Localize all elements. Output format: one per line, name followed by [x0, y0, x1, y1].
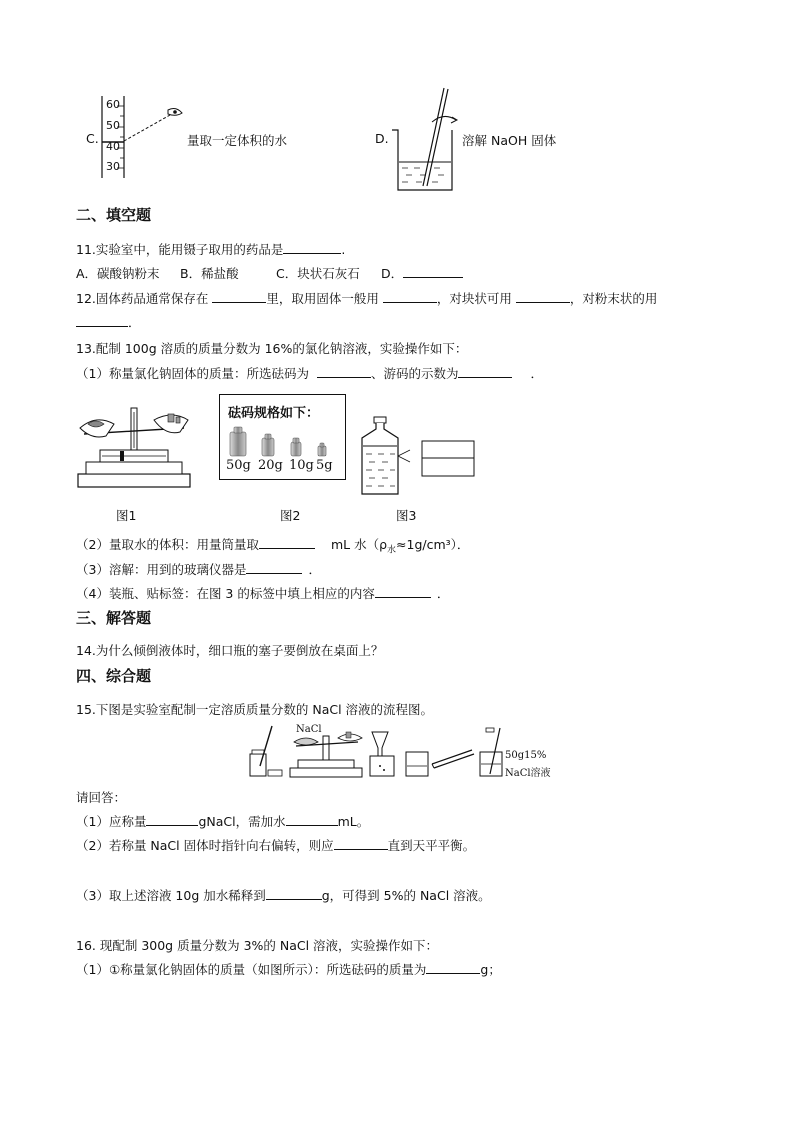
q13-s4-blank[interactable]: [375, 585, 431, 598]
option-c-text: 量取一定体积的水: [187, 133, 288, 148]
q15-s2b: 直到天平平衡。: [387, 838, 476, 853]
q13-s3-line: [76, 560, 321, 578]
q11-blank[interactable]: [283, 241, 341, 254]
q15-s3b: g，可得到 5%的 NaCl 溶液。: [321, 888, 491, 903]
q12-end: ．: [128, 315, 141, 330]
q15-bottle-label-1: 50g15%: [505, 750, 547, 761]
q13-s2-line: [76, 535, 469, 556]
q13-s2-subscript: 水: [387, 545, 397, 556]
cylinder-tick-60: 60: [106, 98, 120, 111]
weight-10g: 10g: [289, 458, 314, 473]
q13-s2-blank[interactable]: [259, 536, 315, 549]
q15-nacl-label: NaCl: [296, 724, 322, 735]
q11-stem: 11.实验室中，能用镊子取用的药品是: [76, 242, 284, 257]
q12-part2: 里，取用固体一般用: [266, 291, 383, 306]
q11-option-d-blank[interactable]: [403, 265, 463, 278]
q15-s3a: （3）取上述溶液 10g 加水稀释到: [76, 888, 266, 903]
q15-flow-diagram: [246, 722, 546, 780]
option-d-letter: D.: [375, 131, 389, 146]
q15-s2-blank[interactable]: [334, 837, 388, 850]
q15-prompt: 请回答：: [76, 790, 127, 805]
q11-end: .: [341, 242, 346, 257]
q13-s3a: （3）溶解：用到的玻璃仪器是: [76, 562, 247, 577]
q11-option-c: C．块状石灰石: [276, 266, 360, 281]
q12-line2: [76, 313, 141, 331]
q11-stem-line: [76, 240, 345, 258]
q13-s1-line: [76, 364, 543, 382]
q15-s2-line: [76, 836, 475, 854]
q11-option-d-line: [381, 264, 463, 282]
beaker-stirring-figure: [390, 86, 460, 192]
section-title-comprehensive: 四、综合题: [76, 667, 152, 685]
q13-s3-end: ．: [308, 562, 321, 577]
weight-5g: 5g: [316, 458, 333, 473]
q16-s1-blank[interactable]: [426, 961, 480, 974]
q13-s2b: mL 水（ρ: [330, 537, 388, 552]
q13-s3-blank[interactable]: [246, 561, 302, 574]
q15-s1a: （1）应称量: [76, 814, 147, 829]
q12-part4: ，对粉末状的用: [569, 291, 658, 306]
q11-option-d: D．: [381, 266, 404, 281]
fig3-label: 图3: [396, 508, 417, 523]
q15-s1c: mL。: [337, 814, 370, 829]
option-c-letter: C.: [86, 131, 99, 146]
q15-s3-line: [76, 886, 491, 904]
q15-s1-blank-1[interactable]: [146, 813, 198, 826]
section-title-answer: 三、解答题: [76, 609, 152, 627]
cylinder-tick-50: 50: [106, 119, 120, 132]
q13-s1a: （1）称量氯化钠固体的质量：所选砝码为: [76, 366, 313, 381]
q12-line1: [76, 289, 657, 307]
q15-s1-blank-2[interactable]: [286, 813, 338, 826]
q12-blank-3[interactable]: [516, 290, 570, 303]
q15-s3-blank[interactable]: [266, 887, 322, 900]
q13-s2c: ≈1g/cm³）．: [396, 537, 470, 552]
cylinder-tick-40: 40: [106, 140, 120, 153]
section-title-fill: 二、填空题: [76, 206, 152, 224]
fig2-label: 图2: [280, 508, 301, 523]
weights-title: 砝码规格如下：: [228, 406, 320, 421]
q12-blank-2[interactable]: [383, 290, 437, 303]
q13-s2a: （2）量取水的体积：用量筒量取: [76, 537, 259, 552]
q16-stem: 16. 现配制 300g 质量分数为 3%的 NaCl 溶液，实验操作如下：: [76, 938, 439, 953]
q15-stem: 15.下图是实验室配制一定溶质质量分数的 NaCl 溶液的流程图。: [76, 702, 434, 717]
q15-s2a: （2）若称量 NaCl 固体时指针向右偏转，则应: [76, 838, 334, 853]
option-d-text: 溶解 NaOH 固体: [462, 133, 557, 148]
fig1-label: 图1: [116, 508, 137, 523]
q15-s1-line: [76, 812, 369, 830]
weight-50g: 50g: [226, 458, 251, 473]
q13-s4-line: [76, 584, 449, 602]
q13-s4a: （4）装瓶、贴标签：在图 3 的标签中填上相应的内容: [76, 586, 375, 601]
q12-part1: 12.固体药品通常保存在: [76, 291, 213, 306]
cylinder-tick-30: 30: [106, 160, 120, 173]
q15-bottle-label-2: NaCl溶液: [505, 768, 551, 779]
reagent-bottle-figure-3: [360, 416, 480, 496]
balance-figure-1: [76, 398, 192, 490]
q13-s1-blank-1[interactable]: [317, 365, 371, 378]
q14-text: 14.为什么倾倒液体时，细口瓶的塞子要倒放在桌面上？: [76, 643, 384, 658]
weight-20g: 20g: [258, 458, 283, 473]
q13-stem: 13.配制 100g 溶质的质量分数为 16%的氯化钠溶液，实验操作如下：: [76, 341, 468, 356]
q16-s1-end: g；: [480, 962, 501, 977]
q13-s1-blank-2[interactable]: [458, 365, 512, 378]
q16-s1a: （1）①称量氯化钠固体的质量（如图所示）：所选砝码的质量为: [76, 962, 427, 977]
q12-blank-4[interactable]: [76, 314, 128, 327]
q15-s1b: gNaCl，需加水: [198, 814, 286, 829]
q11-option-a: A．碳酸钠粉末: [76, 266, 160, 281]
q16-s1-line: [76, 960, 501, 978]
weights-icons: [224, 424, 340, 458]
q11-option-b: B．稀盐酸: [180, 266, 239, 281]
q13-s1b: 、游码的示数为: [370, 366, 459, 381]
q13-s4-end: ．: [436, 586, 450, 601]
q13-s1-end: ．: [530, 366, 543, 381]
q12-blank-1[interactable]: [212, 290, 266, 303]
q12-part3: ，对块状可用: [436, 291, 516, 306]
